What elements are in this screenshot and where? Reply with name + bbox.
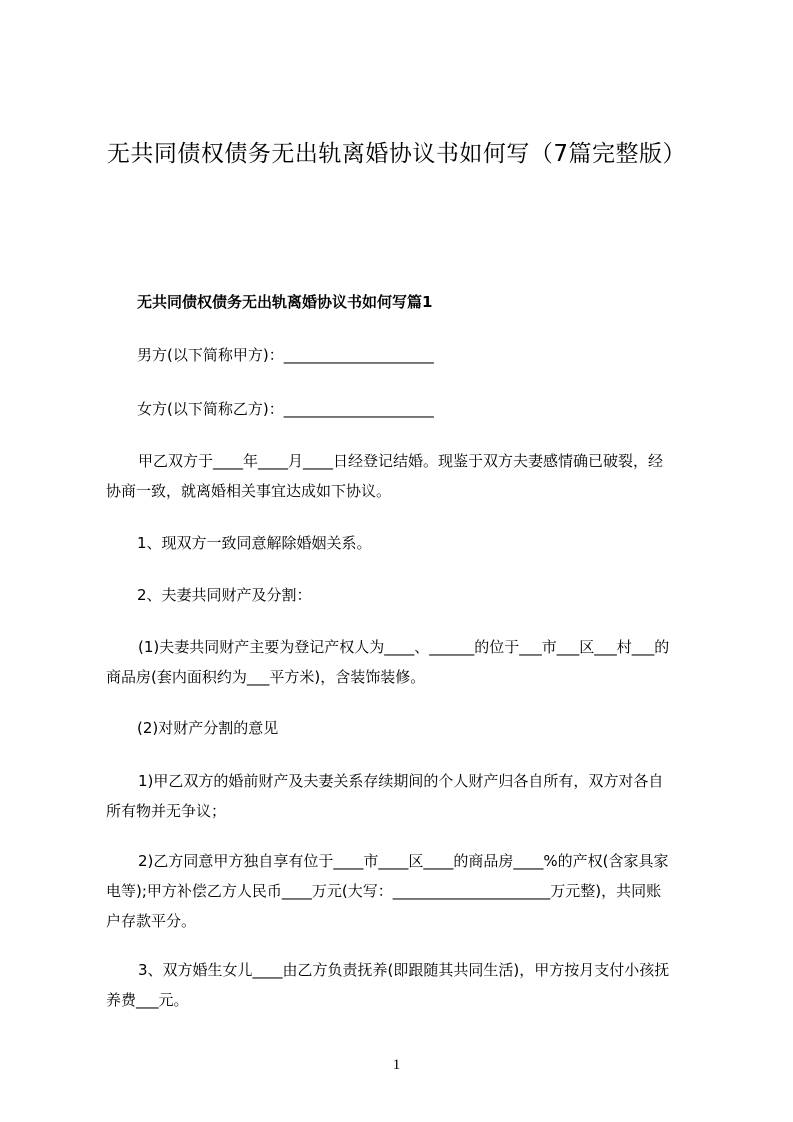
paragraph-husband [137,340,434,370]
text-line: (1)夫妻共同财产主要为登记产权人为____、______的位于___市___区___村___的 [138,638,670,656]
paragraph-wife [137,394,434,424]
text-line: 2、夫妻共同财产及分割： [137,586,312,604]
text-line: 户存款平分。 [106,912,197,930]
paragraph-item-3 [106,955,669,1015]
text-line: (2)对财产分割的意见 [137,719,279,737]
section-title: 无共同债权债务无出轨离婚协议书如何写篇1 [137,293,433,311]
text-line: 女方(以下简称乙方)：____________________ [137,400,434,418]
text-line: 3、双方婚生女儿____由乙方负责抚养(即跟随其共同生活)，甲方按月支付小孩抚 [138,961,670,979]
text-line: 甲乙双方于____年____月____日经登记结婚。现鉴于双方夫妻感情确已破裂，经 [138,452,664,470]
paragraph-marriage [106,446,663,506]
text-line: 2)乙方同意甲方独自享有位于____市____区____的商品房____%的产权(含家具家 [138,852,669,870]
text-line: 电等);甲方补偿乙方人民币____万元(大写：_____________________万元整)，共同账 [106,882,662,900]
text-line: 男方(以下简称甲方)：____________________ [137,346,434,364]
text-line: 协商一致，就离婚相关事宜达成如下协议。 [106,482,392,500]
text-line: 1)甲乙双方的婚前财产及夫妻关系存续期间的个人财产归各自所有，双方对各自 [138,772,664,790]
text-line: 所有物并无争议； [106,802,227,820]
paragraph-item-1 [137,528,372,558]
document-title: 无共同债权债务无出轨离婚协议书如何写（7篇完整版） [106,141,687,167]
paragraph-item-2 [137,580,312,610]
paragraph-item-2-1 [106,632,669,692]
text-line: 养费___元。 [106,991,189,1009]
text-line: 商品房(套内面积约为___平方米)，含装饰装修。 [106,668,426,686]
text-line: 1、现双方一致同意解除婚姻关系。 [137,534,372,552]
page-number: 1 [392,1057,401,1073]
paragraph-item-2-2-1 [106,766,663,826]
paragraph-item-2-2-2 [106,846,669,936]
paragraph-item-2-2 [137,713,278,743]
